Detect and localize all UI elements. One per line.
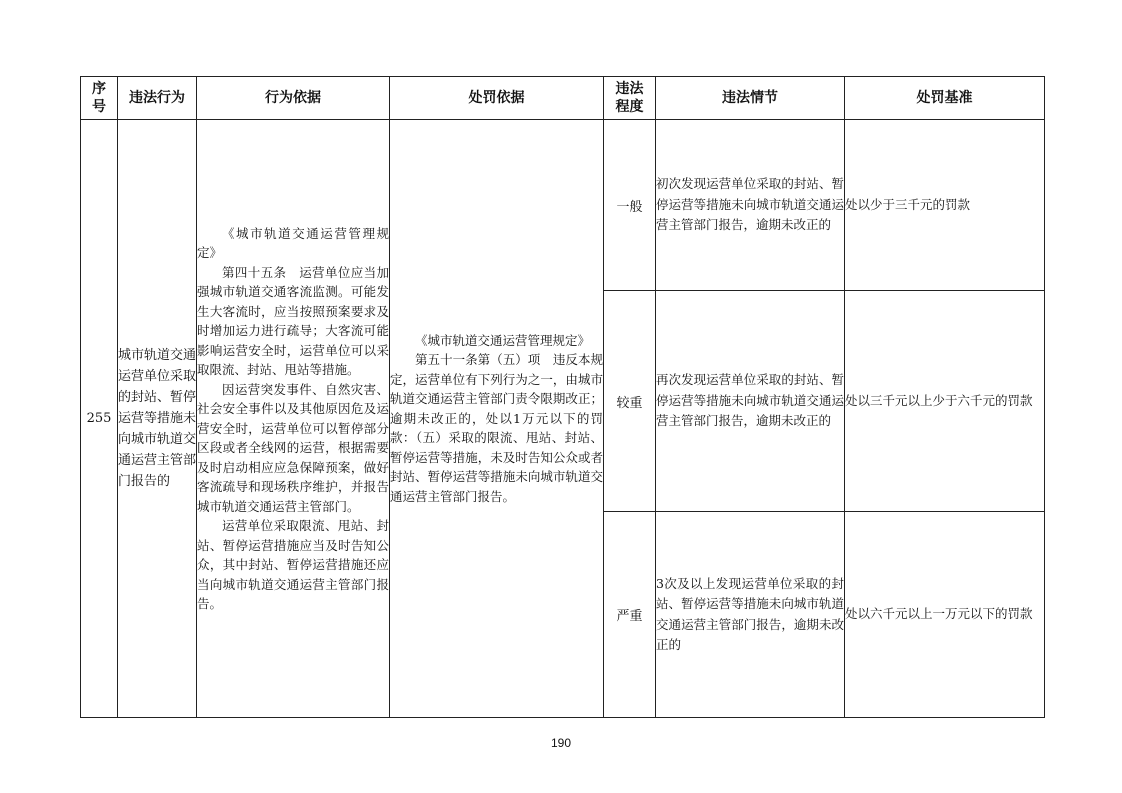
degree-severe: 严重 (604, 512, 656, 718)
penalty-basis-article: 第五十一条第（五）项 违反本规定，运营单位有下列行为之一，由城市轨道交通运营主管部门责令限期改正；逾期未改正的，处以1万元以下的罚款：（五）采取的限流、甩站、封站、暂停运营等措施，未及时告知公众或者封站、暂停运营等措施未向城市轨道交通运营主管部门报告。 (390, 352, 603, 504)
page-number: 190 (550, 736, 572, 750)
header-seq: 序号 (81, 77, 118, 120)
row-seq: 255 (81, 120, 118, 718)
header-penalty-basis: 处罚依据 (390, 77, 604, 120)
circumstance-severe: 3次及以上发现运营单位采取的封站、暂停运营等措施未向城市轨道交通运营主管部门报告，逾期未改正的 (656, 512, 845, 718)
degree-general: 一般 (604, 120, 656, 291)
row-penalty-basis (390, 120, 604, 718)
circumstance-general: 初次发现运营单位采取的封站、暂停运营等措施未向城市轨道交通运营主管部门报告，逾期未改正的 (656, 120, 845, 291)
header-standard: 处罚基准 (845, 77, 1045, 120)
act-basis-title: 《城市轨道交通运营管理规定》 (197, 225, 389, 260)
standard-serious: 处以三千元以上少于六千元的罚款 (845, 291, 1045, 512)
standard-general: 处以少于三千元的罚款 (845, 120, 1045, 291)
header-violation: 违法行为 (118, 77, 197, 120)
header-row (81, 77, 1045, 120)
header-degree: 违法程度 (604, 77, 656, 120)
standard-severe: 处以六千元以上一万元以下的罚款 (845, 512, 1045, 718)
header-act-basis: 行为依据 (197, 77, 390, 120)
act-basis-article: 第四十五条 运营单位应当加强城市轨道交通客流监测。可能发生大客流时，应当按照预案要求及时增加运力进行疏导；大客流可能影响运营安全时，运营单位可以采取限流、封站、甩站等措施。 (197, 264, 389, 377)
table-row (81, 120, 1045, 291)
row-act-basis (197, 120, 390, 718)
circumstance-serious: 再次发现运营单位采取的封站、暂停运营等措施未向城市轨道交通运营主管部门报告，逾期未改正的 (656, 291, 845, 512)
penalty-standard-table (80, 76, 1045, 718)
act-basis-paragraph: 因运营突发事件、自然灾害、社会安全事件以及其他原因危及运营安全时，运营单位可以暂停部分区段或者全线网的运营，根据需要及时启动相应应急保障预案，做好客流疏导和现场秩序维护，并报告城市轨道交通运营主管部门。 (197, 381, 389, 514)
degree-serious: 较重 (604, 291, 656, 512)
penalty-basis-title: 《城市轨道交通运营管理规定》 (415, 332, 591, 348)
header-circumstance: 违法情节 (656, 77, 845, 120)
row-violation: 城市轨道交通运营单位采取的封站、暂停运营等措施未向城市轨道交通运营主管部门报告的 (118, 120, 197, 718)
act-basis-paragraph: 运营单位采取限流、甩站、封站、暂停运营措施应当及时告知公众，其中封站、暂停运营措施还应当向城市轨道交通运营主管部门报告。 (197, 518, 389, 611)
